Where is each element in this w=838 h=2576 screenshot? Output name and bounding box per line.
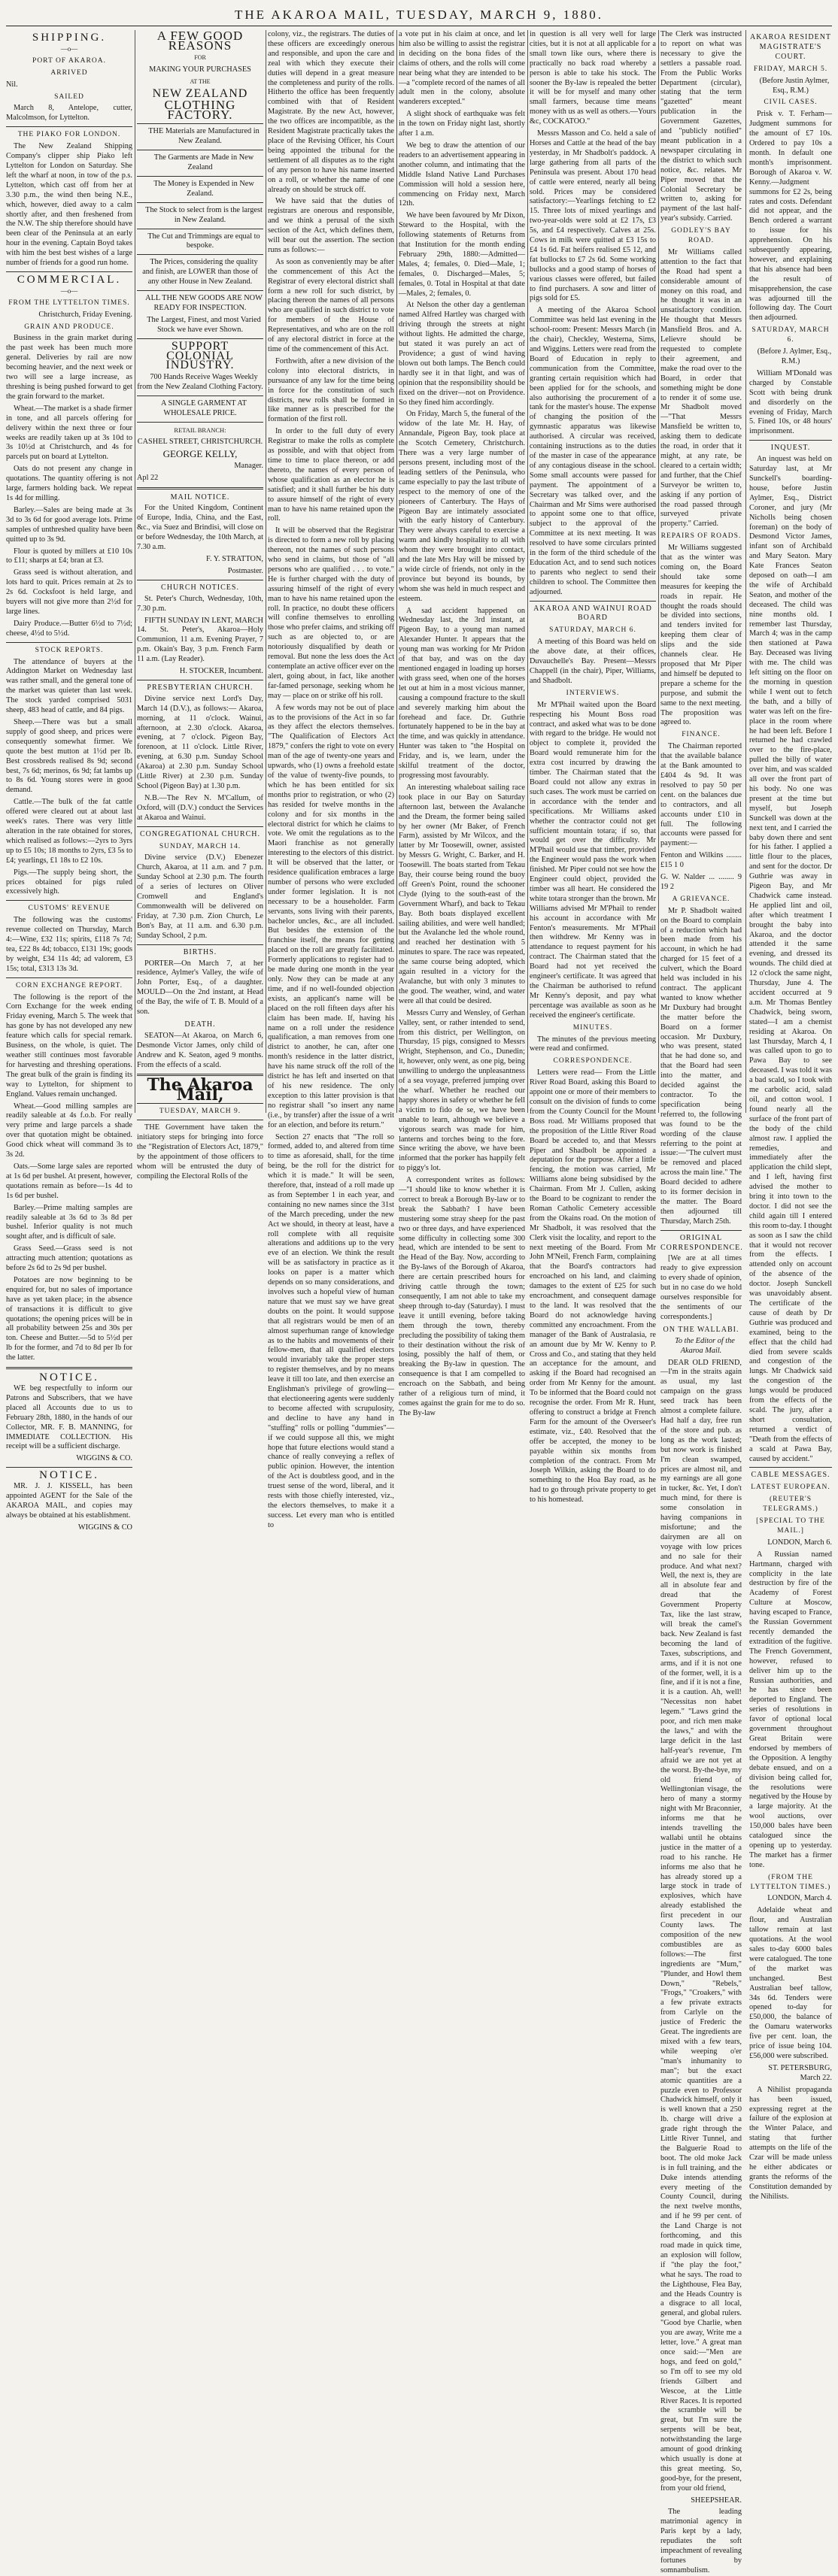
subheading: CORRESPONDENCE. [553, 1057, 633, 1065]
paragraph: Dairy Produce.—Butter 6½d to 7½d; cheese, 4½d to 5½d. [6, 619, 132, 638]
paragraph: Mr Williams suggested that as the winter was coming on, the Board should take some measures for keeping the roads in repair. He thought the roads should be divided into sections, and tenders invited for keeping them clear of slips and the side channels clear. He proposed that Mr Piper and himself be deputed to prepare a scheme for the purpose, and submit the same to the next meeting. The proposition was agreed to. [660, 544, 742, 727]
ad-reason: ALL THE NEW GOODS ARE NOW READY FOR INSPECTION. [145, 294, 263, 312]
paragraph: A meeting of the Akaroa School Committee was held last evening in the school-room: Present: Messrs March (in the chair), Checkley, Westerna, Sims, and Wiggins. Letters were read from the Board of Education in reply to communication from the Committee, granting certain requisition which had been applied for for the schools, and also authorising the procurement of a tank for the master's house. The expense of changing the position of the gymnastic apparatus was likewise authorised. A circular was received, containing instructions as to the duties of the master in case of the appearance of any contagious disease in the school. Some small accounts were passed for payment. The appointment of a Secretary was talked over, and the Chairman and Mr Sims were authorised to appoint some one to that office, subject to the approval of the Committee at its next meeting. It was resolved to have some circulars printed in the form of the third schedule of the Education Act, and to send such notices to parents who neglect to send their children to school. The Committee then adjourned. [530, 306, 656, 596]
paragraph: Mr M'Phail waited upon the Board respecting his Mount Boss road contract, and asked what was to be done with regard to the bridge. He would not object to complete it, provided the Board would remunerate him for the extra cost incurred by drawing the timber. The Chairman stated that the Board could not allow any extras in such cases. The work must be carried on in accordance with the tender and specifications. Mr Williams asked whether the contractor could not get sufficient mountain totara; if so, that would get over the difficulty. Mr M'Phail would use that timber, provided the Engineer would pass the work when finished. Mr Piper could not see how the Engineer could object, provided the timber was all heart. He considered the white totara stronger than the brown. Mr Williams advised Mr M'Phail to render his account in accordance with Mr Fenton's measurements. Mr M'Phail then withdrew. Mr Kenny was in attendance to request payment for his contract. The Chairman stated that the Board had not yet received the engineer's certificate. It was agreed that the Chairman be authorised to refund Mr Kenny's deposit, and pay what percentage was available as soon as he received the engineer's certificate. [530, 700, 656, 1020]
paragraph: An inquest was held on Saturday last, at Mr Sunckell's boarding-house, before Justin Aylmer, Esq., District Coroner, and jury (Mr Nicholls being chosen foreman) on the body of Desmond Victor James, infant son of Archibald and Mary Seaton. Mary Kate Frances Seaton deposed on oath—I am the wife of Archibald Seaton, and mother of the deceased. The child was nine months old. I remember last Thursday, March 4; was in the camp then stationed at Pawa Bay. Deceased was living with me. The child was left sitting on the floor on the morning in question while I went out to fetch the bath, and a billy of water was left on the fire-place in the room where he had been left. Before I returned he had crawled over to the fire-place, pulled the billy of water over him, and was scalded all over the front part of his body. No one was present at the time but myself, but Joseph Sunckell was down at the next tent, and I carried the baby down there and sent for his father. I applied a little flour to the places, and sent for the doctor. Dr Guthrie was away in Pigeon Bay, and Mr Chadwick came instead. He applied lint and oil, after which treatment I brought the baby into Akaroa, and the doctor attended it the same evening, and dressed its wounds. The child died at 12 o'clock the same night, Thursday, June 4. The accident occurred at 9 a.m. Mr Thomas Bentley Chadwick, being sworn, stated—I am a chemist residing at Akaroa. On last Thursday, March 4, I was called upon to go to Pawa Bay to see deceased. I was told it was a bad scald, so I took with me carbolic acid, salad oil, and cotton wool. I found nearly all the surface of the front part of the body of the child almost raw. I applied the remedies, and immediately after the application the child slept, and I left, having first advised the mother to bring it into town to the doctor. I did not see the child again till I entered this room to-day. I thought as soon as I saw the child that it would not recover from the effects. I attended only on account of the absence of the doctor. Joseph Sunckell was unavoidably absent. The certificate of the cause of death by Dr Guthrie was produced and examined, being to the effect that the child had died from severe scalds and congestion of the lungs. Mr Chadwick said the congestion of the lungs would be produced from the effects of the scald. The jury, after a short consultation, returned a verdict of "Death from the effects of a scald at Pawa Bay, caused by accident." [749, 455, 833, 1463]
paragraph: Sheep.—There was but a small supply of good sheep, and prices were consequently somewhat firmer. We quote the best mutton at 1½d per lb. Best crossbreds realised 8s 9d; second best, 7s 6d; merinos, 6s 9d; fat lambs up to 8s 6d. Young stores were in good demand. [6, 718, 132, 795]
column-6-wrapper [660, 30, 833, 2574]
column-divider [396, 30, 397, 1113]
section-heading: NOTICE. [39, 1469, 99, 1482]
subheading: A GRIEVANCE. [672, 895, 730, 903]
dateline: FRIDAY, MARCH 5. [753, 65, 828, 73]
column-divider [527, 30, 528, 1113]
paragraph: A correspondent writes as follows:—"I should like to know whether it is correct to break a Borough By-law or to break the Sabbath? I have been mustering some stray sheep for the past two or three days, and have experienced some difficulty in collecting some 300 head, which are intended to be sent to the Head of the Bay. Now, according to the By-laws of the Borough of Akaroa, there are certain prescribed hours for driving cattle through the town; consequently, I am not able to take my sheep through to-day (Saturday). I must leave it untill evening, before taking them through the town, thereby precluding the possibility of taking them to their destination without the risk of losing, possibly the half of them, or breaking the By-law in question. The consequence is that I am compelled to encroach on the Sabbath, and being rather of a religious turn of mind, it comes against the grain for me to do so. The By-law [399, 1176, 525, 1417]
column-1 [6, 30, 132, 1532]
ad-reason: The Stock to select from is the largest in New Zealand. [145, 205, 263, 224]
subheading: INTERVIEWS. [566, 689, 620, 697]
dateline: ST. PETERSBURG, March 22. [768, 2063, 832, 2082]
dateline: Christchurch, Friday Evening. [38, 310, 132, 319]
label: ARRIVED [50, 68, 88, 77]
paragraph: Oats do not present any change in quotations. The quantity offering is not large, farmers holding back. We repeat 1s 4d for milling. [6, 465, 132, 502]
dateline: LONDON, March 6. [767, 1538, 832, 1547]
ad-reason: A SINGLE GARMENT AT WHOLESALE PRICE. [161, 399, 247, 418]
paragraph: WE beg respectfully to inform our Patrons and Subscribers, that we have placed all Accounts due to us to February 28th, 1880, in the hands of our Collector, MR. F. B. MANNING, for IMMEDIATE COLLECTION. His receipt will be a sufficient discharge. [6, 1384, 132, 1451]
paragraph: SEATON—At Akaroa, on March 6, Desmonde Victor James, only child of Andrew and K. Seaton, aged 9 months. From the effects of a scald. [137, 1031, 263, 1069]
column-3 [268, 30, 394, 1529]
paragraph: Forthwith, after a new division of the colony into electoral districts, in pursuance of any law for the time being in force for the constitution of such districts, new rolls shall be formed in like manner as is prescribed for the formation of the first roll. [268, 356, 394, 424]
paragraph: Barley.—Sales are being made at 3s 3d to 3s 6d for good average lots. Prime samples of unthreshed quality have been quitted up to 3s 9d. [6, 505, 132, 544]
paragraph: A slight shock of earthquake was felt in the town on Friday night last, shortly after 1 a.m. [399, 110, 525, 138]
paragraph: Wheat.—The market is a shade firmer in tone, and all parcels offering for delivery within the next three or four weeks are readily taken up at 3s 10d to 3s 10½d at Christchurch, and 4s for parcels put on board at Lyttelton. [6, 404, 132, 462]
subheading: DEATH. [184, 1020, 216, 1029]
paragraph: Divine service (D.V.) Ebenezer Church, Akaroa, at 11 a.m. and 7 p.m. Sunday School at 2.30 p.m. The fourth of a series of lectures on Oliver Cromwell and England's Commonwealth will be delivered on Friday, at 7.30 p.m. Zion Church, Le Bon's Bay, at 11 a.m. and 6.30 p.m. Sunday School, 2 p.m. [137, 853, 263, 940]
paragraph: The attendance of buyers at the Addington Market on Wednesday last was rather small, and the general tone of the market was quieter than last week. The stock yarded comprised 5031 sheep, 483 head of cattle, and 84 pigs. [6, 657, 132, 715]
subheading: PORT OF AKAROA. [32, 56, 106, 65]
paragraph: Oats.—Some large sales are reported at 1s 6d per bushel. At present, however, quotations remain as before—1s 4d to 1s 6d per bushel. [6, 1162, 132, 1200]
paragraph: We beg to draw the attention of our readers to an advertisement appearing in another column, and intimating that the Middle Island Native Land Purchases Commission will hold a session here, commencing on Friday next, March 12th. [399, 141, 525, 208]
column-6a [660, 30, 743, 2574]
dateline: SATURDAY, MARCH 6. [751, 326, 830, 344]
paragraph: The Clerk was instructed to report on what was necessary to give the settlers a passable road. From the Public Works Department (circular), stating that the term "gazetted" meant publication in the Government Gazettes, and "publicly notified" meant publication in a newspaper circulating in the district to which such notice, &c. relates. Mr Piper moved that the Colonial Secretary be written to, asking for payment of the last half-year's subsidy. Carried. [660, 30, 742, 223]
paragraph: Messrs Curry and Wensley, of Gerhan Valley, sent, or rather intended to send, from this district, per Wellington, on Thursday, 15 pigs, consigned to Messrs Wright, Stephenson, and Co., Dunedin; it, however, only went, as one pig, being unwilling to undergo the unpleasantness of a sea voyage, preferred jumping over the wharf. Whether he reached our happy shores in safety or whether he fell a victim to fido de se, we have been unable to learn, although we believe a vigorous search was made for him, lanterns and torches being to the fore. Since writing the above, we have been informed that the porker has happily felt to piggy's lot. [399, 1008, 525, 1173]
paragraph: A meeting of this Board was held on the above date, at their offices, Duvauchelle's Bay. Present—Messrs Chappell (in the chair), Piper, Williams, and Shadbolt. [530, 638, 656, 685]
paragraph: Mr P. Shadbolt waited on the Board to complain of a reduction which had been made from his account, in which he had charged for 15 feet of a culvert, which the Board held was included in his contract. The applicant wanted to know whether Mr Duxbury had brought the matter before the Board on a former occasion. Mr Duxbury, who was present, stated that he had done so, and that the Board had seen into the matter, and decided against the contractor. To the specification being referred to, the following was found to be the wording of the clause referring to the point at issue:—"The culvert must be removed and placed across the main line." The Board decided to adhere to its former decision in the matter. The Board then adjourned till Thursday, March 25th. [660, 906, 742, 1226]
subheading: LATEST EUROPEAN. [751, 1483, 830, 1492]
paragraph: The Chairman reported that the available balance at the Bank amounted to £404 4s 9d. It was resolved to pay 50 per cent. on the balances due to contractors, and all accounts under £10 in full. The following accounts were passed for payment:— [660, 742, 742, 848]
paragraph: Prisk v. T. Ferham—Judgment summons for the amount of £7 10s. Ordered to pay 10s a month. In default one month's imprisonment. Borough of Akaroa v. W. Kenny.—Judgment summons for £2 2s, being rates and costs. Defendant did not appear, and the Bench ordered a warrant to issue for his apprehension. On his subsequently appearing, however, and explaining that his absence had been the result of misapprehension, the case was adjourned till the following day. The Court then adjourned. [749, 110, 832, 323]
paragraph: Section 27 enacts that "The roll so formed, added to, and altered from time to time as aforesaid, shall, for the time being, be the roll for the district for which it is made." It will be seen, therefore, that, instead of a roll made up as from September 1 in each year, and containing no new names since the 31st of the March preceding, under the new Act we should, in theory at least, have a roll complete with all requisite alterations and additions up to the very eve of an election. We think the result will be as satisfactory in practice as it looks on paper is a matter which depends on so many considerations, and involves such a hopeful view of human nature that we must say we have great doubts on the point. It would suppose that all registrars would be men of an almost superhuman range of knowledge as to the habits and movements of their fellow-men, that all qualified electors would invariably take the proper steps to register themselves, and by no means leave it till too late, and then exercise an Englishman's privilege of growling—that electioneering agents were suddenly to become affected with scrupulosity, and decline to have any hand in "stuffing" rolls or polling "dummies"—if we could suppose all this, we might hope that future elections would stand a chance of really conveying a reflex of public opinion. However, the intention of the Act is doubtless good, and in the truest sense of the word, liberal, and it rests with those chiefly interested, viz., the electors themselves, to make it a success. Let every man who is entitled to [268, 1132, 394, 1529]
paragraph: Barley.—Prime malting samples are readily saleable at 3s 6d to 3s 8d per bushel. Inferior quality is not much sought after, and is difficult of sale. [6, 1203, 132, 1241]
subheading: MAIL NOTICE. [170, 492, 230, 502]
paragraph: As soon as conveniently may be after the commencement of this Act the Registrar of every electoral district shall form a new roll for such district, by placing thereon the names of all persons who are qualified in such district to vote for members of the House of Representatives, and who are on the roll of any electoral district in force at the time of the commencement of this Act. [268, 257, 394, 353]
section-heading: ORIGINAL CORRESPONDENCE. [660, 1233, 743, 1252]
ad-line: CLOTHING FACTORY. [164, 98, 236, 123]
paragraph: THE Government have taken the initiatory steps for bringing into force the "Registration of Electors Act, 1879," by the appointment of those officers to whom will be entrusted the duty of compiling the Electoral Rolls of the [137, 1123, 263, 1180]
subheading: REPAIRS OF ROADS. [660, 532, 742, 541]
paragraph: Pigs.—The supply being short, the prices obtained for pigs ruled excessively high. [6, 868, 132, 896]
subheading: PRESBYTERIAN CHURCH. [147, 683, 254, 692]
ad-date: Apl 22 [137, 473, 159, 482]
paragraph: It will be observed that the Registrar is directed to form a new roll by placing thereon, not the names of such persons who send in claims, but those of "all persons who are qualified . . . to vote." He is further charged with the duty of assuring himself of the right of every man to have his name retained upon the roll. In practice, no doubt these officers will confine themselves to enrolling those who prefer claims, and striking off such as are objected to, or are notoriously disqualified by death or removal. But none the less does the Act contemplate an active officer ever on the alert, going about, in fact, like another far-famed personage, seeking whom he may — place on or strike off his roll. [268, 526, 394, 700]
section-heading: SHIPPING. [32, 32, 107, 44]
masthead: THE AKAROA MAIL, TUESDAY, MARCH 9, 1880. [235, 8, 603, 22]
paragraph: colony, viz., the registrars. The duties of these officers are exceedingly onerous and responsible, and upon the care and zeal with which they execute their duties will depend in a great measure the completeness and purity of the rolls. Hitherto the office has been frequently combined with that of Resident Magistrate. By the new Act, however, the two offices are incompatible, as the Resident Magistrate practically takes the place of the Revising Officer, his Court being appointed the tribunal for the settlement of all disputes as to the right of any person to have his name inserted on a roll, or whether the name of one already on should be struck off. [268, 30, 394, 194]
ad-line: NEW ZEALAND [152, 86, 248, 100]
paragraph: (Before Justin Aylmer, Esq., R.M.) [759, 76, 830, 95]
subheading: THE PIAKO FOR LONDON. [17, 131, 121, 139]
subheading: AKAROA AND WAINUI ROAD BOARD [533, 604, 652, 623]
source-line: FROM THE LYTTELTON TIMES. [8, 299, 130, 307]
column-5 [530, 30, 656, 1505]
signature: Manager. [234, 461, 263, 470]
paragraph: Adelaide wheat and flour, and Australian tallow remain at last quotations. At the wool sales to-day 6000 bales were catalogued. The tone of the market was unchanged. Best Australian beef tallow, 34s 6d. Tenders were opened to-day for £50,000, the balance of the Oamaru waterworks five per cent. loan, the price of issue being 104. £56,000 were subscribed. [749, 1906, 832, 2060]
subheading: CONGREGATIONAL CHURCH. [140, 829, 260, 838]
paragraph: N.B.—The Rev N. M'Callum, of Oxford, will (D.V.) conduct the Services at Akaroa and Wainui. [137, 793, 263, 822]
column-2 [137, 29, 263, 1180]
signature: WIGGINS & CO [77, 1523, 132, 1532]
subheading: CUSTOMS' REVENUE [28, 905, 111, 913]
ad-title: A FEW GOOD REASONS [156, 29, 244, 53]
subheading: GRAIN AND PRODUCE. [24, 323, 114, 331]
subheading: [SPECIAL TO THE MAIL.] [756, 1517, 825, 1535]
signature: Postmaster. [227, 566, 263, 575]
ornament: —o— [60, 44, 78, 53]
paragraph: Flour is quoted by millers at £10 10s to £11; sharps at £4; bran at £3. [6, 547, 132, 565]
source-line: (FROM THE LYTTELTON TIMES.) [750, 1873, 831, 1891]
signature: SHEEPSHEAR. [691, 2496, 742, 2505]
signature: H. STOCKER, Incumbent. [179, 667, 263, 676]
paragraph: (Before J. Aylmer, Esq., R.M.) [757, 347, 832, 365]
paragraph: A sad accident happened on Wednesday last, the 3rd instant, at Pigeon Bay, to a young man named Alexander Hunter. It appears that the young man was working for Mr Pridon of that bay, and was on the day mentioned engaged in loading up horses with grass seed, when one of the horses let out at him in a most vicious manner, causing a compound fracture to the skull and severely marking him about the forehead and face. Dr. Guthrie fortunately happened to be in the bay at the time, and was quickly in attendance. Hunter was taken to "the Hospital on Friday, and is, we learn, under the skilful treatment of the doctor, progressing most favourably. [399, 606, 525, 780]
paragraph: A Russian named Hartmann, charged with complicity in the late destruction by fire of the Academy of Forest Culture at Moscow, having escaped to France, the Russian Government recently demanded the extradition of the fugitive. The French Government, however, refused to deliver him up to the Russian authorities, and he has since been deported to England. The series of resolutions in favor of optional local government throughout Great Britain were endorsed by members of the Opposition. A lengthy debate ensued, and on a division being called for, the resolutions were negatived by the House by a large majority. At the wool auctions, over 150,000 bales have been catalogued since the opening up to yesterday. The market has a firmer tone. [749, 1550, 832, 1869]
subheading: CORN EXCHANGE REPORT. [16, 981, 123, 989]
paragraph: in question is all very well for large cities, but it is not at all applicable for a small town like ours, where there is practically no back road whereby a person is able to take his stock. The sooner the By-law is repealed the better it will be for myself and many other small farmers, because time means money with us as well as others.—Yours &c, COCKATOO." [530, 30, 656, 126]
ad-reason: The Largest, Finest, and most Varied Stock we have ever Shown. [147, 315, 261, 334]
paragraph: Divine service next Lord's Day, March 14 (D.V.), as follows:— Akaroa, morning, at 11 o'clock. Wainui, afternoon, at 2.30 o'clock. Akaroa, evening, at 7 o'clock. Pigeon Bay, forenoon, at 11 o'clock. Little River, evening, at 6.30 p.m. Sunday School (Akaroa) at 2.30 p.m. Sunday School (Little River) at 2.30 p.m. Sunday School (Pigeon Bay) at 1.30 p.m. [137, 694, 263, 790]
column-4 [399, 30, 525, 1417]
account-line: G. W. Nalder ... ........ 9 19 2 [660, 873, 742, 891]
paragraph: For the United Kingdom, Continent of Europe, India, China, and the East, &c., via Suez and Brindisi, will close on or before Wednesday, the 10th March, at 7.30 a.m. [137, 504, 263, 552]
ad-line: SUPPORT COLONIAL INDUSTRY. [165, 339, 235, 372]
paragraph: PORTER—On March 7, at her residence, Aylmer's Valley, the wife of John Porter, Esq., of a daughter. MOULD—On the 2nd instant, at Head of the Bay, the wife of T. B. Mould of a son. [137, 959, 263, 1017]
paragraph: We have said that the duties of registrars are onerous and responsible, and we think a perusal of the sixth section of the Act, which defines them, will bear out the assertion. The section runs as follows:— [268, 197, 394, 254]
ad-line: FOR [194, 53, 206, 61]
subheading: INQUEST. [770, 444, 811, 453]
dateline: TUESDAY, MARCH 9. [159, 1108, 241, 1116]
paragraph: Grass seed is without alteration, and lots hard to quit. Prices remain at 2s to 2s 6d. Cocksfoot is held large, and buyers will not give more than 2½d for large lines. [6, 568, 132, 616]
subheading: GODLEY'S BAY ROAD. [671, 227, 731, 245]
paragraph: A few words may not be out of place as to the provisions of the Act in so far as they affect the electors themselves. "The Qualification of Electors Act 1879," confers the right to vote on every man of the age of twenty-one years and upwards, who (1) owns a freehold estate of the value of twenty-five pounds, to which he has been entitled for six months prior to registration, or who (2) has resided for twelve months in the colony and for six months in the electoral district for which he claims to vote. We omit the regulations as to the Maori franchise as not generally interesting to the electors of this district. It will be observed that the latter, or residence qualification embraces a large number of persons who were excluded under former legislation. It is not necessary to be a householder. Farm servants, sons living with their parents, bachelor uncles, &c., are all included. But besides the extension of the franchise itself, the means for getting placed on the roll are greatly facilitated. Formerly applications to register had to be made during one month in the year only. Now they can be made at any time, and if no well-founded objection exists, an applicant's name will be placed on the roll fifteen days after his claim has been made. If, having his name on a roll under the residence qualification, a man removes from one district to another, he can, after one month's residence in the latter district, have his name struck off the roll of the district he has left and inserted on that of his new residence. The only exception to this latter provision is that no registrar shall "so insert any name (i.e., by transfer) after the issue of a writ for an election, and before its return." [268, 703, 394, 1129]
subheading: STOCK REPORTS. [35, 646, 104, 654]
ad-line: GEORGE KELLY, [162, 447, 238, 459]
dateline: LONDON, March 4. [767, 1894, 832, 1903]
ornament: —o— [60, 286, 78, 295]
ad-line: RETAIL BRANCH: [174, 426, 226, 434]
subheading: CIVIL CASES. [764, 98, 818, 107]
subheading: To the Editor of the Akaroa Mail. [675, 1336, 735, 1355]
paragraph: Mr Williams called attention to the fact that the Road had spent a considerable amount of money on this road, and he thought it was in an unsatisfactory condition. He thought that Messrs Mansfield Bros. and A. Lelievre should be requested to complete their agreement, and make the road over to the Board, in order that something might be done to render it of some use. Mr Shadbolt moved—"That Messrs Mansfield be written to, asking them to dedicate the road, in order that it might, at any rate, be cleared to a certain width; and further, that the Chief Surveyor be written to, asking if any portion of the road passed through surveyed private property." Carried. [660, 247, 742, 529]
paragraph: Wheat.—Good milling samples are readily saleable at 4s f.o.b. For really very prime and large parcels a shade over that quotation might be obtained. Good chick wheat will command 3s to 3s 2d. [6, 1102, 132, 1159]
account-line: Fenton and Wilkins ........ £15 1 0 [660, 851, 742, 870]
paragraph: The leading matrimonial agency in Paris kept by a lady, repudiates the soft impeachment of revealing fortunes by somnambulism. [660, 2508, 742, 2574]
ad-line: CASHEL STREET, CHRISTCHURCH. [137, 437, 263, 446]
subheading: BIRTHS. [183, 947, 217, 956]
section-heading: NOTICE. [39, 1371, 99, 1384]
paragraph: Messrs Masson and Co. held a sale of Horses and Cattle at the head of the bay yesterday, in Mr Shadbolt's paddock. A large gathering from all parts of the Peninsula was present. About 170 head of cattle were entered, nearly all being sold. Prices may be considered satisfactory:—Yearlings fetching to £2 15. Three lots of mixed yearlings and two-year-olds were sold at £2 17s, £3 5s, and £4 respectively. Calves at 25s. Cows in milk were quitted at £3 15s to £4 1s 6d. Fat heifers realised £5 12, and fat bullocks to £7 2s 6d. Some working bullocks and a good stamp of horses of various classes were offered, but failed to find purchasers. A sow and litter of pigs sold for £5. [530, 129, 656, 303]
column-divider [658, 30, 659, 1113]
paragraph: An interesting whaleboat sailing race took place in our Bay on Saturday afternoon last, between the Avalanche and the Dream, the former being sailed by her owner (Mr Baker, of French Farm), assisted by Mr Wilcox, and the latter by Mr Toosewill, owner, assisted by Messrs G. Wright, C. Barker, and H. Toosewill. The boats started from Tekau Bay, their course being round the buoy off Green's Point, round the schooner Clyde (lying to the south-east of the Government Wharf), and back to Tekau Bay. Both boats displayed excellent sailing abilities, and were well handled; but the Avalanche led the whole round, and reached her destination with 5 minutes to spare. The race was repeated, the same course being adopted, which again resulted in a victory for the Avalanche, but with only 3 minutes to the good. The weather, wind, and water were all that could be desired. [399, 783, 525, 1005]
paragraph: Letters were read— From the Little River Road Board, asking this Board to appoint one or more of their members to consult on the division of funds to come from the County Council for the Mount Boss road. Mr Williams proposed that the proposition of the Little River Road Board be acceded to, and that Messrs Piper and Shadbolt be appointed a deputation for the purpose. After a little fencing, the motion was carried, Mr Williams alone being subsidised by the Chairman. From Mr J. Cullen, asking the Board to be cognizant to render the Roman Catholic Cemetery accessible from the Okains road. On the motion of Mr Shadbolt, it was resolved that the Clerk visit the locality, and report to the next meeting of the Board. From Mr John M'Neil, French Farm, complaining that the Board's contractors had encroached on his land, and claiming damages to the extent of £25 for such encroachment, and consequent damage to the land. It was resolved that the Board do not acknowledge having committed any encroachment. From the manager of the Bank of Australasia, re an amount due by Mr W. Kenny to P. Cross and Co., and stating that they held an acceptance for the amount, and asking if the Board had recognised an order from Mr Kenny for the amount. To be informed that the Board could not recognise the order. From Mr R. Hunt, offering to construct a bridge at French Farm for the amount of the Overseer's estimate, viz., £40. Resolved that the offer be accepted, the money to be payable within six months from completion of the contract. From Mr Joseph Wilkin, asking the Board to do something to the Hoa Bay road, as he had to go through private property to get to his homestead. [530, 1068, 656, 1505]
dateline: SUNDAY, MARCH 14. [159, 842, 241, 850]
ad-reason: The Prices, considering the quality and finish, are LOWER than those of any other House in New Zealand. [142, 258, 258, 286]
ad-reason: The Money is Expended in New Zealand. [153, 179, 254, 198]
ad-reason: The Garments are Made in New Zealand [153, 153, 254, 171]
paragraph: The following is the report of the Corn Exchange for the week ending Friday evening, March 5. The week that has gone by has not developed any new feature which calls for special remark. Business, on the whole, is quiet. The weather still continues most favorable for harvesting and threshing operations. The great bulk of the grain is finding its way to Lyttelton, for shipment to England. Values remain unchanged. [6, 993, 132, 1099]
paragraph: Potatoes are now beginning to be enquired for, but no sales of importance have as yet taken place; in the absence of transactions it is difficult to give quotations; the opening prices will be in all probability between 25s and 30s per ton. Cheese and Butter.—5d to 5½d per lb for the former, and 7d to 8d per lb for the latter. [6, 1275, 132, 1362]
paragraph: [We are at all times ready to give expression to every shade of opinion, but in no case do we hold ourselves responsible for the sentiments of our correspondents.] [660, 1254, 742, 1321]
ad-reason: THE Materials are Manufactured in New Zealand. [148, 127, 260, 146]
paragraph: The New Zealand Shipping Company's clipper ship Piako left Lyttelton for London on Saturday. She left the wharf at noon, in tow of the p.s. Lyttelton, which cast off from her at 3.30 p.m., the wind then being N.E., which, however, died away to a calm shortly after, and then freshened from the N.W. The ship therefore should have been clear of the Peninsula at an early hour in the evening. Captain Boyd takes with him the best best wishes of a large number of friends for a good run home. [6, 142, 132, 268]
paragraph: In order to the full duty of every Registrar to make the rolls as complete as possible, and with that object from time to time to place thereon, or add thereto, the names of every person of whose qualification as an elector he is satisfied; and it shall further be his duty to assure himself of the right of every man to have his name retained upon the roll. [268, 427, 394, 523]
subheading: FINANCE. [682, 731, 721, 739]
ad-line: MAKING YOUR PURCHASES [149, 65, 251, 74]
section-heading: AKAROA RESIDENT MAGISTRATE'S COURT. [749, 33, 832, 61]
paragraph: Grass Seed.—Grass seed is not attracting much attention; quotations as before 2s 6d to 2s 9d per bushel. [6, 1244, 132, 1273]
paragraph: Business in the grain market during the past week has been much more general. Deliveries by rail are now becoming heavier, and the next week or two will see a large increase, as threshing is being pushed forward to get the grain forward to the market. [6, 334, 132, 401]
paragraph: On Friday, March 5, the funeral of the widow of the late Mr. H. Hay, of Annandale, Pigeon Bay, took place at the Scotch Cemetery, Christchurch. There was a very large number of persons present, including most of the leading settlers of the Peninsula, who came especially to pay the last tribute of respect to the memory of one of the pioneers of Canterbury. The Hays of Pigeon Bay are intimately associated with the early history of Canterbury. They were always careful to exercise a warm and kindly hospitality to all with whom they were brought into contact, and the late Mrs Hay will be missed by a wide circle of friends, not only in the province but beyond its bounds, by whom she was held in much respect and esteem. [399, 410, 525, 603]
dateline: SATURDAY, MARCH 6. [549, 626, 636, 635]
signature: F. Y. STRATTON, [206, 554, 263, 563]
paragraph: DEAR OLD FRIEND,—I'm in the straits again as usual, my last campaign on the grass seed track has been almost a complete failure. Had half a day, free run of the store and pub. as long as the work lasted; but now work is finished I'm clean swamped, prices are almost nil, and my earnings are all gone in tucker, &c. Yet, I don't much mind, for there is some consolation in having companions in misfortune; and the dairymen are all on voyage with low prices and no sale for their produce. And what next? Well, the next is, they are all in absolute fear and dread that the Government Property Tax, like the last straw, will break the camel's back. New Zealand is fast becoming the land of Taxes, subscriptions, and arms, and if it is not one of the former, well, it is a fine, and if it is not a fine, it is a caution. Ah, well! "Necessitas non habet legem." "Laws grind the poor, and rich men make the laws," and with the large deficit in the last half-year's revenue, I'm afraid we are not yet at the worst. By-the-bye, my old friend of Wellingtonian visage, the hero of many a stormy night with Mr Braconnier, informs me that he intends travelling the wallabi until he obtains justice in the matter of a road to his ranche. He informs me also that he has already stored up a large stock in trade of explosives, which have already established the first precedent in our County laws. The composition of the new combustibles are as follows:—The first ingredients are "Mum," "Plunder, and Howl them Down," "Rebels," "Frogs," "Croakers," with a few private extracts from Carlyle on the justice of Frederic the Great. The ingredients are mixed with a few tears, while weeping o'er "man's inhumanity to man"; but the exact atomic quantities are a puzzle even to Professor Chadwick himself, only it is well known that a 250 lb. charge will drive a grade right through the Little River Tunnel, and the Balguerie Road to boot. The old moke Jack is in full training, and the Duke intends attending every meeting of the County Council, during the next twelve months, and if he 99 per cent. of the Land Charge is not forthcoming, and this road made in quick time, an explosion will follow, if "the play the foot," what he says. The road to the Lighthouse, Flea Bay, and the Heads Country is a disgrace to all local, general, and global rulers. "Good bye Charlie, when you are away, Write me a letter, love." A great man once said:—"Men are hogs, and feed on gold," so I'm off to see my old friends Gilbert and Wescoe, at the Little River Races. It is reported the scramble will be great, but I'm sure the serpents will be beat, notwithstanding the large amount of good drinking which usually is done at this great meeting. So, good-bye, for the present, from your old friend, [660, 1358, 742, 2493]
paragraph: The following was the customs' revenue collected on Thursday, March 4:—Wine, £32 11s; spirits, £118 7s 7d; tea, £22 8s 4d; tobacco, £131 19s; goods by weight, £34 11s 4d; ad valorem, £3 15s; total, £313 13s 3d. [6, 916, 132, 973]
column-6b [749, 30, 833, 2201]
section-heading: COMMERCIAL. [17, 273, 122, 286]
paper-title: The Akaroa Mail, [147, 1075, 254, 1105]
section-heading: CABLE MESSAGES. [751, 1471, 830, 1480]
paragraph: William M'Donald was charged by Constable Scott with being drunk and disorderly on the evening of Friday, March 5. Fined 10s, or 48 hours' imprisonment. [749, 368, 832, 436]
ad-line: AT THE [190, 77, 211, 85]
subheading: (REUTER'S TELEGRAMS.) [763, 1496, 818, 1514]
subheading: MINUTES. [572, 1023, 613, 1032]
subheading: ON THE WALLABI. [663, 1325, 739, 1334]
paragraph: FIFTH SUNDAY IN LENT, MARCH 14. St. Peter's, Akaroa—Holy Communion, 11 a.m. Evening Prayer, 7 p.m. Okain's Bay, 3 p.m. French Farm 11 a.m. (Lay Reader). [137, 616, 263, 664]
subheading: CHURCH NOTICES. [161, 583, 239, 592]
paragraph: Nil. [6, 80, 18, 89]
ad-reason: The Cut and Trimmings are equal to bespoke. [147, 232, 260, 250]
ad-reason: 700 Hands Receive Wages Weekly from the New Zealand Clothing Factory. [137, 373, 263, 392]
paragraph: A Nihilist propaganda has been issued, expressing regret at the failure of the explosion at the Winter Palace, and stating that further attempts on the life of the Czar will be made unless he either abdicates or grants the reforms of the Constitution demanded by the Nihilists. [749, 2085, 832, 2201]
paragraph: At Nelson the other day a gentleman named Alfred Hartley was charged with driving through the streets at night without lights. He admitted the charge, but stated it was purely an act of Providence; a gust of wind having blown out both lamps. The Bench could hardly see it in that light, and was of opinion that the responsibility should be fixed on the driver—not on Providence. So they fined him accordingly. [399, 301, 525, 407]
paragraph: Cattle.—The bulk of the fat cattle offered were cleared out at about last week's rates. There was very little alteration in the rate obtained for stores, which realised as follows:—2yrs to 3yrs up to £5 10s; 18 months to 2yrs, £3 5s to £4; yearlings, £1 18s to £2 10s. [6, 798, 132, 865]
signature: WIGGINS & CO. [76, 1454, 132, 1463]
paragraph: We have been favoured by Mr Dixon, Steward to the Hospital, with the following statements of Returns from that Institution for the month ending February 29th, 1880:—Admitted—Males, 4; females, 0. Died—Male, 1; females, 0. Discharged—Males, 5; females, 0. Total in Hospital at that date—Males, 2; females, 0. [399, 211, 525, 298]
label: SAILED [54, 92, 84, 101]
column-divider [745, 30, 746, 1113]
paragraph: a vote put in his claim at once, and let him also be willing to assist the registrar in deciding on the bona fides of the claims of others, and the rolls will come near being what they are intended to be—a "complete record of the names of all adult men in the colony, absolute wanderers excepted." [399, 30, 525, 107]
paragraph: The minutes of the previous meeting were read and confirmed. [530, 1035, 656, 1053]
paragraph: St. Peter's Church, Wednesday, 10th, 7.30 p.m. [137, 594, 263, 613]
paragraph: March 8, Antelope, cutter, Malcolmson, for Lyttelton. [6, 104, 132, 123]
paragraph: MR. J. J. KISSELL, has been appointed AGENT for the Sale of the AKAROA MAIL, and copies may always be obtained at his establishment. [6, 1482, 132, 1520]
